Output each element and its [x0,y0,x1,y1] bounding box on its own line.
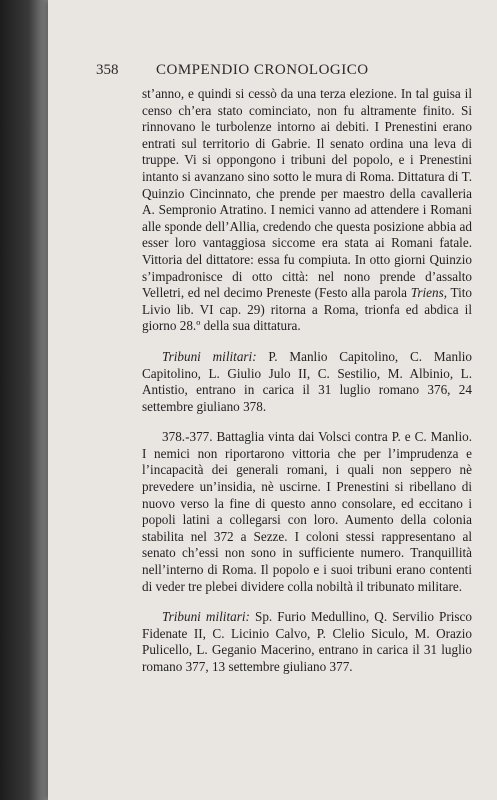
paragraph-4-text: Sp. Furio Medullino, Q. Servilio Prisco Fidenate II, C. Licinio Calvo, P. Clelio Siculo, M. Orazio Pulicello, L. Geganio Macerino, entrano in carica il 31 luglio romano 377, 13 settembre giuliano 377. [142,609,473,674]
paragraph-1-text: st’anno, e quindi si cessò da una terza elezione. In tal guisa il censo ch’era stato cominciato, non fu altramente finito. Si rinnovano le turbolenze intorno ai debiti. I Prenestini erano entrati sul territorio di Gabrie. Il senato ordina una leva di truppe. Vi si oppongono i tribuni del popolo, e i Prenestini intanto si avanzano sino sotto le mura di Roma. Dittatura di T. Quinzio Cincinnato, che prende per maestro della cavalleria A. Sempronio Atratino. I nemici vanno ad attendere i Romani alle sponde dell’Allia, credendo che questa posizione abbia ad esser loro vantaggiosa siccome era stata ai Romani fatale. Vittoria del dittatore: essa fu compiuta. In otto giorni Quinzio s’impadronisce di otto città: nel nono prende d’assalto Velletri, ed nel decimo Preneste (Festo alla parola [142,86,472,301]
paragraph-2 [142,349,472,415]
page-number: 358 [96,62,119,78]
paragraph-1-end: , Tito Livio lib. VI cap. 29) ritorna a Roma, trionfa ed abdica il giorno 28.º della sua dittatura. [142,285,472,334]
paragraph-1 [142,86,472,335]
paragraph-1-italic: Triens [410,285,444,301]
tribuni-label-1: Tribuni militari: [162,348,257,364]
running-title: COMPENDIO CRONOLOGICO [156,62,369,78]
paragraph-3: 378.-377. Battaglia vinta dai Volsci contra P. e C. Manlio. I nemici non riportarono vittoria che per l’imprudenza e l’incapacità dei generali romani, i quali non seppero nè prevedere un’insidia, nè uscirne. I Prenestini si ribellano di nuovo verso la fine di questo anno consolare, ed eccitano i popoli latini a collegarsi con loro. Aumento della colonia stabilita nel 372 a Sezze. I coloni stessi rappresentano al senato ch’essi non sono in sufficiente numero. Tranquillità nell’interno di Roma. Il popolo e i suoi tribuni erano contenti di veder tre plebei dividere colla nobiltà il tribunato militare. [142,429,472,594]
book-gutter [0,0,48,800]
paragraph-2-text: P. Manlio Capitolino, C. Manlio Capitolino, L. Giulio Julo II, C. Sestilio, M. Albinio, L. Antistio, entrano in carica il 31 luglio romano 376, 24 settembre giuliano 378. [142,348,472,414]
paragraph-4 [142,609,472,675]
page-header [96,62,472,82]
tribuni-label-2: Tribuni militari: [162,609,250,625]
page-body [142,86,472,676]
